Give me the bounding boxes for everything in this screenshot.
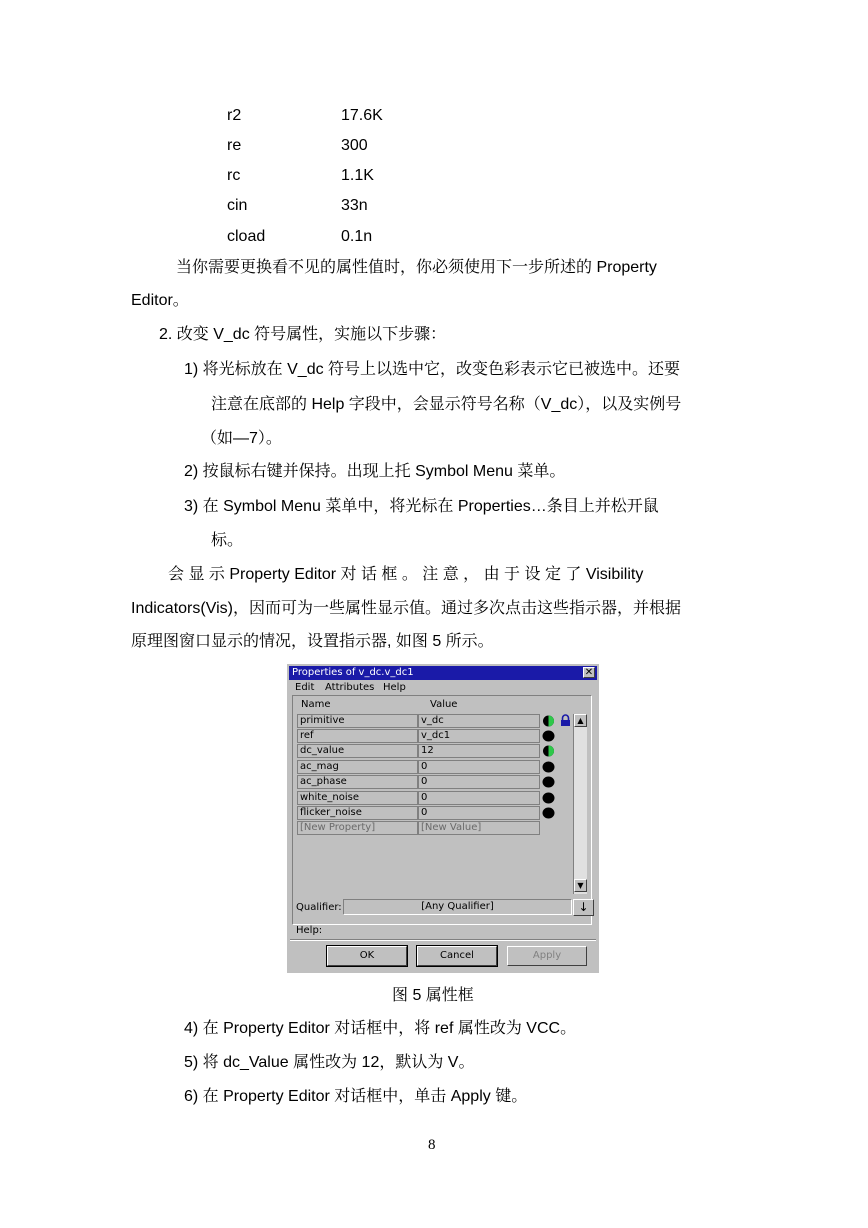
param-value: 0.1n	[341, 228, 373, 245]
param-value: 17.6K	[341, 107, 383, 124]
visibility-green-half-icon[interactable]	[542, 745, 555, 757]
visibility-black-icon[interactable]	[542, 776, 555, 788]
ok-button[interactable]: OK	[327, 946, 407, 966]
param-name: re	[227, 137, 242, 154]
property-value[interactable]: 0	[418, 791, 540, 805]
property-row[interactable]	[297, 791, 540, 805]
new-property-name[interactable]: [New Property]	[297, 821, 418, 835]
param-row	[0, 196, 868, 216]
close-icon[interactable]: ✕	[584, 667, 594, 678]
param-row	[0, 106, 868, 126]
param-name: cload	[227, 228, 266, 245]
visibility-green-half-icon[interactable]	[542, 715, 555, 727]
param-value: 1.1K	[341, 167, 374, 184]
cancel-button[interactable]: Cancel	[417, 946, 497, 966]
menu-attributes[interactable]: Attributes	[325, 682, 375, 693]
param-row	[0, 136, 868, 156]
param-name: cin	[227, 197, 248, 214]
property-name[interactable]: dc_value	[297, 744, 418, 758]
substep-line: 4) 在 Property Editor 对话框中，将 ref 属性改为 VCC。	[184, 1020, 577, 1037]
property-row[interactable]	[297, 760, 540, 774]
visibility-black-icon[interactable]	[542, 807, 555, 819]
property-name[interactable]: ac_mag	[297, 760, 418, 774]
substep-line: （如—7）。	[201, 430, 282, 447]
property-value[interactable]: 0	[418, 806, 540, 820]
property-editor-dialog	[287, 664, 599, 973]
apply-button[interactable]: Apply	[507, 946, 587, 966]
substep-line: 注意在底部的 Help 字段中，会显示符号名称（V_dc），以及实例号	[211, 396, 682, 413]
dropdown-arrow-icon[interactable]: ↓	[573, 899, 594, 916]
param-value: 33n	[341, 197, 368, 214]
paragraph-line: Editor。	[131, 292, 189, 309]
step-heading: 2. 改变 V_dc 符号属性，实施以下步骤：	[159, 326, 447, 343]
dialog-title: Properties of v_dc.v_dc1	[292, 667, 414, 678]
dialog-menubar	[289, 681, 597, 695]
substep-line: 2) 按鼠标右键并保持。出现上托 Symbol Menu 菜单。	[184, 463, 566, 480]
menu-help[interactable]: Help	[383, 682, 406, 693]
paragraph-line: 会 显 示 Property Editor 对 话 框 。 注 意 ， 由 于 设 定 了 Visibility	[168, 566, 644, 583]
property-name[interactable]: ac_phase	[297, 775, 418, 789]
visibility-black-icon[interactable]	[542, 730, 555, 742]
property-name[interactable]: flicker_noise	[297, 806, 418, 820]
property-name[interactable]: ref	[297, 729, 418, 743]
param-value: 300	[341, 137, 368, 154]
scrollbar[interactable]	[573, 714, 587, 894]
scroll-up-icon[interactable]: ▲	[574, 714, 587, 727]
visibility-black-icon[interactable]	[542, 761, 555, 773]
help-label: Help:	[296, 925, 323, 936]
figure-caption: 图 5 属性框	[392, 987, 474, 1004]
property-value[interactable]: 0	[418, 775, 540, 789]
property-value[interactable]: 12	[418, 744, 540, 758]
property-row[interactable]	[297, 806, 540, 820]
param-row	[0, 166, 868, 186]
column-header-value: Value	[430, 699, 458, 710]
paragraph-line: Indicators(Vis)，因而可为一些属性显示值。通过多次点击这些指示器，并根据	[131, 600, 681, 617]
property-name[interactable]: primitive	[297, 714, 418, 728]
menu-edit[interactable]: Edit	[295, 682, 315, 693]
property-value[interactable]: v_dc	[418, 714, 540, 728]
page-number: 8	[428, 1137, 436, 1153]
qualifier-select[interactable]: [Any Qualifier]	[343, 899, 572, 915]
visibility-black-icon[interactable]	[542, 792, 555, 804]
substep-line: 6) 在 Property Editor 对话框中，单击 Apply 键。	[184, 1088, 528, 1105]
property-value[interactable]: v_dc1	[418, 729, 540, 743]
param-name: rc	[227, 167, 241, 184]
paragraph-line: 原理图窗口显示的情况，设置指示器, 如图 5 所示。	[131, 633, 494, 650]
paragraph-line: 当你需要更换看不见的属性值时，你必须使用下一步所述的 Property	[176, 259, 657, 276]
substep-line: 1) 将光标放在 V_dc 符号上以选中它，改变色彩表示它已被选中。还要	[184, 361, 681, 378]
property-value[interactable]: 0	[418, 760, 540, 774]
qualifier-label: Qualifier:	[296, 902, 342, 913]
dialog-titlebar	[289, 666, 597, 680]
new-property-row[interactable]	[297, 821, 540, 835]
property-name[interactable]: white_noise	[297, 791, 418, 805]
property-row[interactable]	[297, 775, 540, 789]
new-property-value[interactable]: [New Value]	[418, 821, 540, 835]
param-name: r2	[227, 107, 242, 124]
substep-line: 3) 在 Symbol Menu 菜单中，将光标在 Properties…条目上并松开鼠	[184, 498, 659, 515]
divider	[290, 939, 596, 941]
property-row[interactable]	[297, 729, 540, 743]
substep-line: 标。	[211, 532, 244, 549]
property-row[interactable]	[297, 714, 540, 728]
param-row	[0, 227, 868, 247]
column-header-name: Name	[301, 699, 331, 710]
lock-icon[interactable]	[559, 714, 572, 726]
scroll-down-icon[interactable]: ▼	[574, 879, 587, 892]
property-row[interactable]	[297, 744, 540, 758]
substep-line: 5) 将 dc_Value 属性改为 12，默认为 V。	[184, 1054, 475, 1071]
